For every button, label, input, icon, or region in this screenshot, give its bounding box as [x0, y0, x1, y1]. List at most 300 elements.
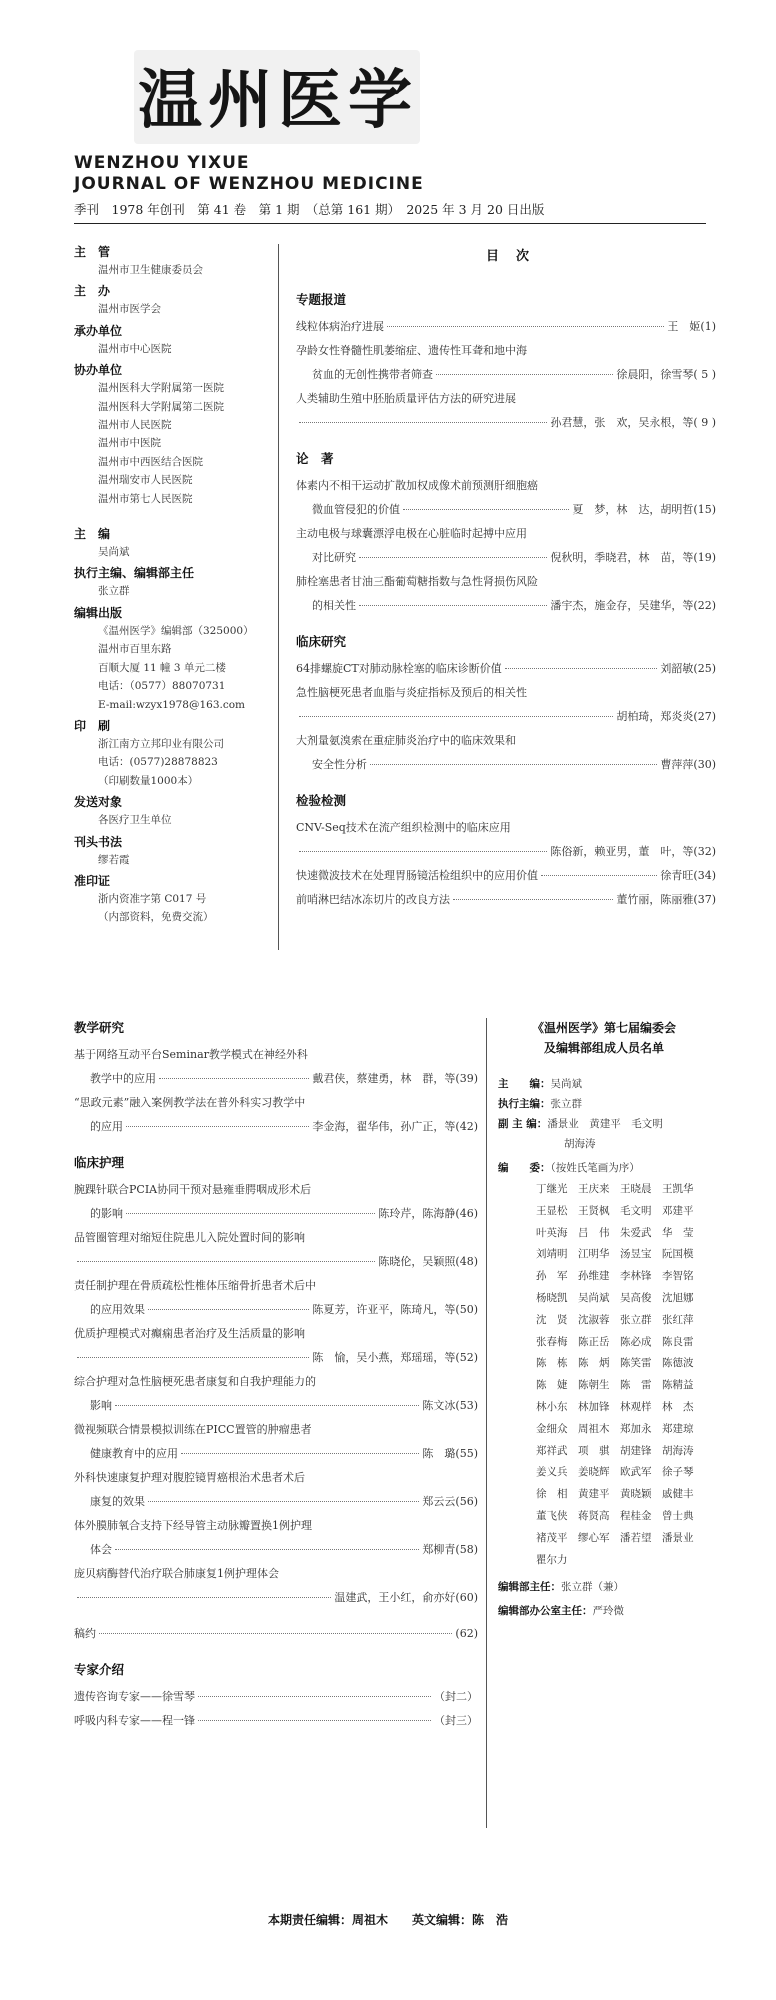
toc-entry-title: 快速微波技术在处理胃肠镜活检组织中的应用价值	[296, 869, 538, 882]
board-member: 朱爱武	[620, 1226, 652, 1239]
board-member: 吴高俊	[620, 1291, 652, 1304]
leader-dots	[148, 1501, 419, 1502]
leader-dots	[436, 374, 613, 375]
board-member: 金细众	[536, 1422, 568, 1435]
toc-entry	[74, 1562, 478, 1610]
leader-dots	[77, 1261, 375, 1262]
toc-section-heading: 临床护理	[74, 1155, 125, 1170]
toc-entry-title: 品管圈管理对缩短住院患儿入院处置时间的影响	[74, 1231, 305, 1244]
toc-title: 目 次	[486, 249, 532, 264]
board-member: 汤昱宝	[620, 1248, 652, 1261]
leader-dots	[359, 605, 547, 606]
toc-entry-authors: 陈夏芳，许亚平，陈琦凡，等	[312, 1303, 456, 1316]
journal-name-english: JOURNAL OF WENZHOU MEDICINE	[74, 174, 424, 194]
toc-entry-line	[74, 1622, 478, 1646]
toc-entry-title: 外科快速康复护理对腹腔镜胃癌根治术患者术后	[74, 1471, 305, 1484]
toc-entry-title: 综合护理对急性脑梗死患者康复和自我护理能力的	[74, 1375, 316, 1388]
toc-entry-title-line	[74, 1370, 478, 1394]
toc-entry-page: (55)	[455, 1447, 478, 1460]
masthead-section	[74, 565, 274, 600]
board-members-grid	[498, 1179, 710, 1571]
chief-editor-label: 主 编：	[498, 1078, 551, 1090]
board-members-label: 编 委：	[498, 1162, 551, 1174]
leader-dots	[198, 1696, 431, 1697]
board-member: 张春梅	[536, 1335, 568, 1348]
toc-entry-line	[74, 1394, 478, 1418]
toc-entry-authors: 郑柳青	[422, 1543, 456, 1556]
toc-entry-title: CNV-Seq技术在流产组织检测中的临床应用	[296, 821, 511, 834]
toc-entry-title: 64排螺旋CT对肺动脉栓塞的临床诊断价值	[296, 662, 502, 675]
toc-entry-title: 主动电极与球囊漂浮电极在心脏临时起搏中应用	[296, 527, 527, 540]
board-member: 黄建平	[578, 1488, 610, 1501]
toc-entry-title-line	[74, 1514, 478, 1538]
toc-entry-line	[296, 411, 716, 435]
toc-entry-line	[296, 705, 716, 729]
toc-entry-authors: 陈玲芹，陈海静	[378, 1207, 456, 1220]
toc-entry	[74, 1274, 478, 1322]
leader-dots	[99, 1633, 452, 1634]
toc-entry-authors: 戴君侠，蔡建勇，林 群，等	[312, 1072, 456, 1085]
toc-entry-page: (39)	[455, 1072, 478, 1085]
masthead-value: 温州市人民医院	[98, 419, 172, 432]
masthead-label: 编辑出版	[74, 605, 123, 620]
board-member: 徐子琴	[662, 1466, 694, 1479]
board-member: 王显松	[536, 1204, 568, 1217]
table-of-contents-part2	[74, 1018, 478, 1733]
masthead-section	[74, 873, 274, 927]
toc-entry-title-line	[296, 816, 716, 840]
toc-entry-title: 大剂量氨溴索在重症肺炎治疗中的临床效果和	[296, 734, 516, 747]
board-members-row	[498, 1158, 710, 1178]
board-member: 陈朝生	[578, 1379, 610, 1392]
toc-entry-line	[74, 1709, 478, 1733]
leader-dots	[115, 1549, 419, 1550]
board-member: 蒋贤高	[578, 1509, 610, 1522]
toc-entry-page: (19)	[693, 551, 716, 564]
toc-entry-page: (32)	[693, 845, 716, 858]
toc-entry-title: 的应用效果	[90, 1303, 145, 1316]
toc-entry-title: 呼吸内科专家——程一锋	[74, 1714, 195, 1727]
toc-entry-title: 的应用	[90, 1120, 123, 1133]
board-member: 华 莹	[662, 1226, 694, 1239]
toc-entry-page: (37)	[693, 893, 716, 906]
toc-entry-title: 线粒体病治疗进展	[296, 320, 384, 333]
toc-entry-page: (52)	[455, 1351, 478, 1364]
toc-entry-authors: 郑云云	[422, 1495, 456, 1508]
board-member: 王凯华	[662, 1183, 694, 1195]
masthead-label: 协办单位	[74, 363, 123, 378]
leader-dots	[126, 1213, 375, 1214]
toc-section-heading: 论 著	[296, 451, 334, 466]
board-member: 刘靖明	[536, 1248, 568, 1261]
toc-entry-title: 对比研究	[312, 551, 356, 564]
toc-entry-title: 前哨淋巴结冰冻切片的改良方法	[296, 893, 450, 906]
board-member: 陈良雷	[662, 1335, 694, 1348]
toc-entry-authors: 刘韶敏	[660, 662, 694, 675]
leader-dots	[181, 1453, 419, 1454]
toc-entry	[296, 888, 716, 912]
toc-entry	[296, 681, 716, 729]
column-divider-lower	[486, 1018, 487, 1828]
toc-entry-title-line	[74, 1178, 478, 1202]
board-member: 项 骐	[578, 1444, 610, 1457]
toc-entry-title: 肺栓塞患者甘油三酯葡萄糖指数与急性肾损伤风险	[296, 575, 538, 588]
masthead-section	[74, 794, 274, 829]
masthead-value: 温州医科大学附属第二医院	[98, 400, 224, 413]
toc-entry-title-line	[296, 729, 716, 753]
board-member: 王晓晨	[620, 1183, 652, 1195]
board-member: 欧武军	[620, 1466, 652, 1479]
masthead-label: 发送对象	[74, 795, 123, 810]
toc-entry-page: (50)	[455, 1303, 478, 1316]
toc-entry	[296, 387, 716, 435]
masthead-value: 电话：（0577）88070731	[98, 680, 226, 693]
toc-entry-line	[74, 1586, 478, 1610]
leader-dots	[370, 764, 657, 765]
masthead-value: 温州市中医院	[98, 437, 161, 450]
board-member: 潘景业	[662, 1531, 694, 1544]
toc-entry-authors: 陈 愉，吴小燕，郑瑶瑶，等	[312, 1351, 456, 1364]
toc-entry	[74, 1514, 478, 1562]
toc-entry-title-line	[74, 1418, 478, 1442]
toc-entry-authors: 夏 梦，林 达，胡明哲	[572, 503, 694, 516]
leader-dots	[198, 1720, 431, 1721]
toc-entry-title: 人类辅助生殖中胚胎质量评估方法的研究进展	[296, 392, 516, 405]
masthead-value: 缪若霞	[98, 853, 130, 866]
leader-dots	[159, 1078, 309, 1079]
masthead-section	[74, 283, 274, 318]
toc-entry-title: 孕龄女性脊髓性肌萎缩症、遗传性耳聋和地中海	[296, 344, 527, 357]
calligraphy-logo	[128, 44, 428, 150]
office-head-name: 张立群（兼）	[561, 1581, 624, 1594]
leader-dots	[299, 422, 547, 423]
toc-entry-line	[296, 864, 716, 888]
board-member: 戚健丰	[662, 1488, 694, 1501]
board-member: 沈淑蓉	[578, 1313, 610, 1326]
leader-dots	[387, 326, 664, 327]
toc-entry-title: 责任制护理在骨质疏松性椎体压缩骨折患者术后中	[74, 1279, 316, 1292]
toc-entry-page: (15)	[693, 503, 716, 516]
toc-entry-title-line	[74, 1562, 478, 1586]
journal-logo	[128, 44, 428, 150]
leader-dots	[403, 509, 569, 510]
toc-entry-title: 的相关性	[312, 599, 356, 612]
office-director-row	[498, 1601, 710, 1621]
masthead-value: 温州市百里东路	[98, 643, 172, 656]
toc-entry-page: (60)	[455, 1591, 478, 1604]
board-member: 董飞侠	[536, 1509, 568, 1522]
toc-entry-line	[296, 363, 716, 387]
masthead-value: E-mail:wzyx1978@163.com	[98, 698, 246, 711]
toc-entry-line	[74, 1298, 478, 1322]
masthead-value: 温州瑞安市人民医院	[98, 474, 193, 487]
board-member: 林小东	[536, 1400, 568, 1413]
exec-editor-row	[498, 1094, 710, 1114]
header-rule	[74, 223, 706, 224]
masthead-label: 执行主编、编辑部主任	[74, 566, 195, 581]
board-member: 姜晓辉	[578, 1466, 610, 1479]
toc-section-heading: 专家介绍	[74, 1662, 125, 1677]
board-member: 江明华	[578, 1248, 610, 1261]
toc-entry-authors: 胡柏琦，郑炎炎	[616, 710, 694, 723]
board-member: 陈 炳	[578, 1357, 610, 1370]
masthead-label: 主 管	[74, 245, 111, 259]
board-member: 王贤枫	[578, 1204, 610, 1217]
masthead-value: 温州医科大学附属第一医院	[98, 382, 224, 395]
toc-entry-title-line	[296, 474, 716, 498]
toc-entry-title-line	[74, 1274, 478, 1298]
leader-dots	[299, 851, 547, 852]
toc-entry-authors: 陈俗新，赖亚男，董 叶，等	[550, 845, 694, 858]
toc-entry	[74, 1091, 478, 1139]
deputy-editor-row	[498, 1114, 710, 1134]
toc-entry-title: 健康教育中的应用	[90, 1447, 178, 1460]
leader-dots	[453, 899, 613, 900]
board-member: 孙维建	[578, 1270, 610, 1283]
toc-entry-line	[74, 1442, 478, 1466]
toc-entry-authors: 陈晓伦，吴颖照	[378, 1255, 456, 1268]
toc-entry-title: 体素内不相干运动扩散加权成像术前预测肝细胞癌	[296, 479, 538, 492]
board-member: 林观样	[620, 1400, 652, 1413]
masthead-section	[74, 526, 274, 561]
toc-entry	[296, 315, 716, 339]
toc-entry-page: (22)	[693, 599, 716, 612]
board-member: 邓建平	[662, 1204, 694, 1217]
toc-entry-title-line	[74, 1226, 478, 1250]
board-member: 阮国模	[662, 1248, 694, 1261]
board-member: 沈 贤	[536, 1313, 568, 1326]
toc-entry-authors: 陈文冰	[422, 1399, 456, 1412]
toc-entry	[74, 1466, 478, 1514]
leader-dots	[541, 875, 657, 876]
toc-entry-line	[296, 657, 716, 681]
board-member: 张立群	[620, 1313, 652, 1326]
toc-entry-authors: 王 姬	[667, 320, 701, 333]
toc-entry	[296, 570, 716, 618]
board-member: 叶英海	[536, 1226, 568, 1239]
board-member: 毛文明	[620, 1204, 652, 1217]
leader-dots	[77, 1597, 331, 1598]
toc-section-heading: 临床研究	[296, 634, 347, 649]
toc-section-heading: 检验检测	[296, 793, 347, 808]
toc-entry	[296, 864, 716, 888]
chief-editor-name: 吴尚斌	[550, 1078, 582, 1090]
toc-entry-authors: 潘宇杰，施金存，吴建华，等	[550, 599, 694, 612]
toc-entry-title: 安全性分析	[312, 758, 367, 771]
issue-editors-footer: 本期责任编辑：周祖木 英文编辑：陈 浩	[267, 1913, 508, 1927]
toc-entry-page: (42)	[455, 1120, 478, 1133]
toc-entry-line	[74, 1538, 478, 1562]
toc-entry-page: (27)	[693, 710, 716, 723]
masthead-value: 温州市中西医结合医院	[98, 455, 203, 468]
exec-editor-label: 执行主编：	[498, 1098, 551, 1110]
toc-entry-line	[296, 840, 716, 864]
masthead-value: 百顺大厦 11 幢 3 单元二楼	[98, 661, 226, 674]
board-member: 张红萍	[662, 1313, 694, 1326]
toc-entry	[74, 1322, 478, 1370]
masthead-label: 准印证	[74, 873, 111, 888]
toc-entry-title-line	[296, 681, 716, 705]
board-member: 沈旭娜	[662, 1291, 694, 1304]
leader-dots	[126, 1126, 309, 1127]
board-member: 陈正岳	[578, 1335, 610, 1348]
masthead-value: 温州市中心医院	[98, 342, 172, 355]
board-member: 林加锋	[578, 1400, 610, 1413]
masthead-label: 印 刷	[74, 718, 111, 733]
masthead-label: 刊头书法	[74, 834, 123, 849]
toc-entry-page: (58)	[455, 1543, 478, 1556]
board-member: 瞿尔力	[536, 1553, 568, 1566]
masthead-section	[74, 362, 274, 508]
board-member: 李林锋	[620, 1270, 652, 1283]
masthead-value: （内部资料，免费交流）	[98, 911, 214, 924]
board-member: 徐 相	[536, 1488, 568, 1501]
leader-dots	[359, 557, 547, 558]
toc-entry-authors: 李金海，翟华伟，孙广正，等	[312, 1120, 456, 1133]
office-head-row	[498, 1577, 710, 1597]
toc-entry-title: 腕踝针联合PCIA协同干预对悬雍垂腭咽成形术后	[74, 1183, 312, 1196]
logo-text: 温州医学	[138, 63, 418, 138]
board-members-note: （按姓氏笔画为序）	[550, 1162, 640, 1174]
board-member: 陈 婕	[536, 1379, 568, 1392]
toc-entry-title-line	[74, 1466, 478, 1490]
toc-entry	[296, 522, 716, 570]
toc-entry-title-line	[296, 339, 716, 363]
toc-entry	[74, 1709, 478, 1733]
toc-entry-page: (1)	[700, 320, 716, 333]
toc-entry-title-line	[74, 1091, 478, 1115]
office-director-name: 严玲微	[592, 1605, 624, 1618]
board-member: 陈必成	[620, 1335, 652, 1348]
masthead-value: 各医疗卫生单位	[98, 814, 172, 827]
toc-entry-title: 基于网络互动平台Seminar教学模式在神经外科	[74, 1048, 308, 1061]
board-member: 胡建锋	[620, 1444, 652, 1457]
toc-entry-authors: 孙君慧，张 欢，吴永根，等	[550, 416, 694, 429]
toc-entry-line	[296, 315, 716, 339]
publication-info: 季刊 1978 年创刊 第 41 卷 第 1 期 （总第 161 期） 2025 年 3 月 20 日出版	[74, 202, 545, 217]
toc-entry-authors: 温建武，王小红，俞亦好	[334, 1591, 456, 1604]
toc-entry-page: (48)	[455, 1255, 478, 1268]
toc-entry-page: （封二）	[434, 1690, 478, 1703]
board-member: 褚茂平	[536, 1531, 568, 1544]
toc-entry	[74, 1685, 478, 1709]
board-member: 陈笑雷	[620, 1357, 652, 1370]
masthead-value: 张立群	[98, 585, 130, 598]
board-member: 潘若望	[620, 1531, 652, 1544]
toc-entry-title: 稿约	[74, 1627, 96, 1640]
toc-entry-title: 的影响	[90, 1207, 123, 1220]
toc-section-heading: 专题报道	[296, 292, 347, 307]
masthead-value: 浙江南方立邦印业有限公司	[98, 737, 224, 750]
toc-entry-title: 教学中的应用	[90, 1072, 156, 1085]
board-member: 吕 伟	[578, 1226, 610, 1239]
toc-entry-title: “思政元素”融入案例教学法在普外科实习教学中	[74, 1096, 306, 1109]
toc-entry-line	[74, 1490, 478, 1514]
exec-editor-name: 张立群	[550, 1098, 582, 1110]
masthead-value: 《温州医学》编辑部（325000）	[98, 624, 254, 637]
board-member: 郑加永	[620, 1422, 652, 1435]
toc-entry-title-line	[74, 1043, 478, 1067]
leader-dots	[299, 716, 613, 717]
masthead-label: 承办单位	[74, 323, 123, 338]
toc-entry-page: (25)	[693, 662, 716, 675]
board-member: 周祖木	[578, 1422, 610, 1435]
toc-entry	[296, 339, 716, 387]
toc-entry-title: 优质护理模式对癫痫患者治疗及生活质量的影响	[74, 1327, 305, 1340]
toc-entry-title: 遗传咨询专家——徐雪琴	[74, 1690, 195, 1703]
toc-entry-page: (30)	[693, 758, 716, 771]
toc-entry	[74, 1178, 478, 1226]
toc-entry-title-line	[74, 1322, 478, 1346]
masthead-value: 温州市卫生健康委员会	[98, 264, 203, 276]
masthead-value: 吴尚斌	[98, 546, 130, 559]
toc-entry-title: 微视频联合情景模拟训练在PICC置管的肿瘤患者	[74, 1423, 312, 1436]
masthead-value: 温州市第七人民医院	[98, 492, 193, 505]
office-head-label: 编辑部主任：	[498, 1581, 561, 1594]
toc-entry-title: 康复的效果	[90, 1495, 145, 1508]
board-member: 李智铭	[662, 1270, 694, 1283]
board-member: 陈 雷	[620, 1379, 652, 1392]
board-member: 陈 栋	[536, 1357, 568, 1370]
toc-entry	[296, 729, 716, 777]
masthead-section	[74, 323, 274, 358]
leader-dots	[77, 1357, 309, 1358]
toc-entry-title: 影响	[90, 1399, 112, 1412]
masthead-section	[74, 834, 274, 869]
toc-entry-authors: 曹萍萍	[660, 758, 694, 771]
table-of-contents-part1	[296, 290, 716, 912]
leader-dots	[115, 1405, 419, 1406]
toc-entry	[296, 816, 716, 864]
toc-entry-page: (56)	[455, 1495, 478, 1508]
toc-entry-line	[74, 1067, 478, 1091]
board-title-line1: 《温州医学》第七届编委会	[531, 1021, 676, 1035]
masthead-value: （印刷数量1000本）	[98, 774, 199, 787]
toc-entry-title: 庞贝病酶替代治疗联合肺康复1例护理体会	[74, 1567, 279, 1580]
toc-entry-page: (34)	[693, 869, 716, 882]
toc-entry-title: 贫血的无创性携带者筛查	[312, 368, 433, 381]
toc-entry-line	[74, 1115, 478, 1139]
board-member: 郑建琼	[662, 1422, 694, 1435]
toc-entry-line	[74, 1346, 478, 1370]
toc-entry	[296, 657, 716, 681]
board-member: 杨晓凯	[536, 1291, 568, 1304]
toc-entry-page: （封三）	[434, 1714, 478, 1727]
board-member: 黄晓颖	[620, 1488, 652, 1501]
toc-entry-title: 体会	[90, 1543, 112, 1556]
board-member: 缪心军	[578, 1531, 610, 1544]
toc-entry-page: (53)	[455, 1399, 478, 1412]
column-divider	[278, 244, 279, 950]
leader-dots	[505, 668, 658, 669]
toc-entry	[74, 1622, 478, 1646]
office-director-label: 编辑部办公室主任：	[498, 1605, 593, 1618]
chief-editor-row	[498, 1074, 710, 1094]
deputy-editor-row-2: 胡海涛	[564, 1138, 596, 1150]
toc-entry-line	[74, 1250, 478, 1274]
toc-entry-line	[296, 594, 716, 618]
toc-entry	[74, 1226, 478, 1274]
masthead-value: 温州市医学会	[98, 303, 161, 316]
leader-dots	[148, 1309, 309, 1310]
masthead-section	[74, 244, 274, 279]
toc-entry-authors: 倪秋明，季晓君，林 苗，等	[550, 551, 694, 564]
toc-entry-line	[74, 1202, 478, 1226]
board-member: 胡海涛	[662, 1444, 694, 1457]
board-member: 吴尚斌	[578, 1291, 610, 1304]
masthead-column	[74, 244, 274, 931]
toc-entry-authors: 陈 璐	[422, 1447, 456, 1460]
